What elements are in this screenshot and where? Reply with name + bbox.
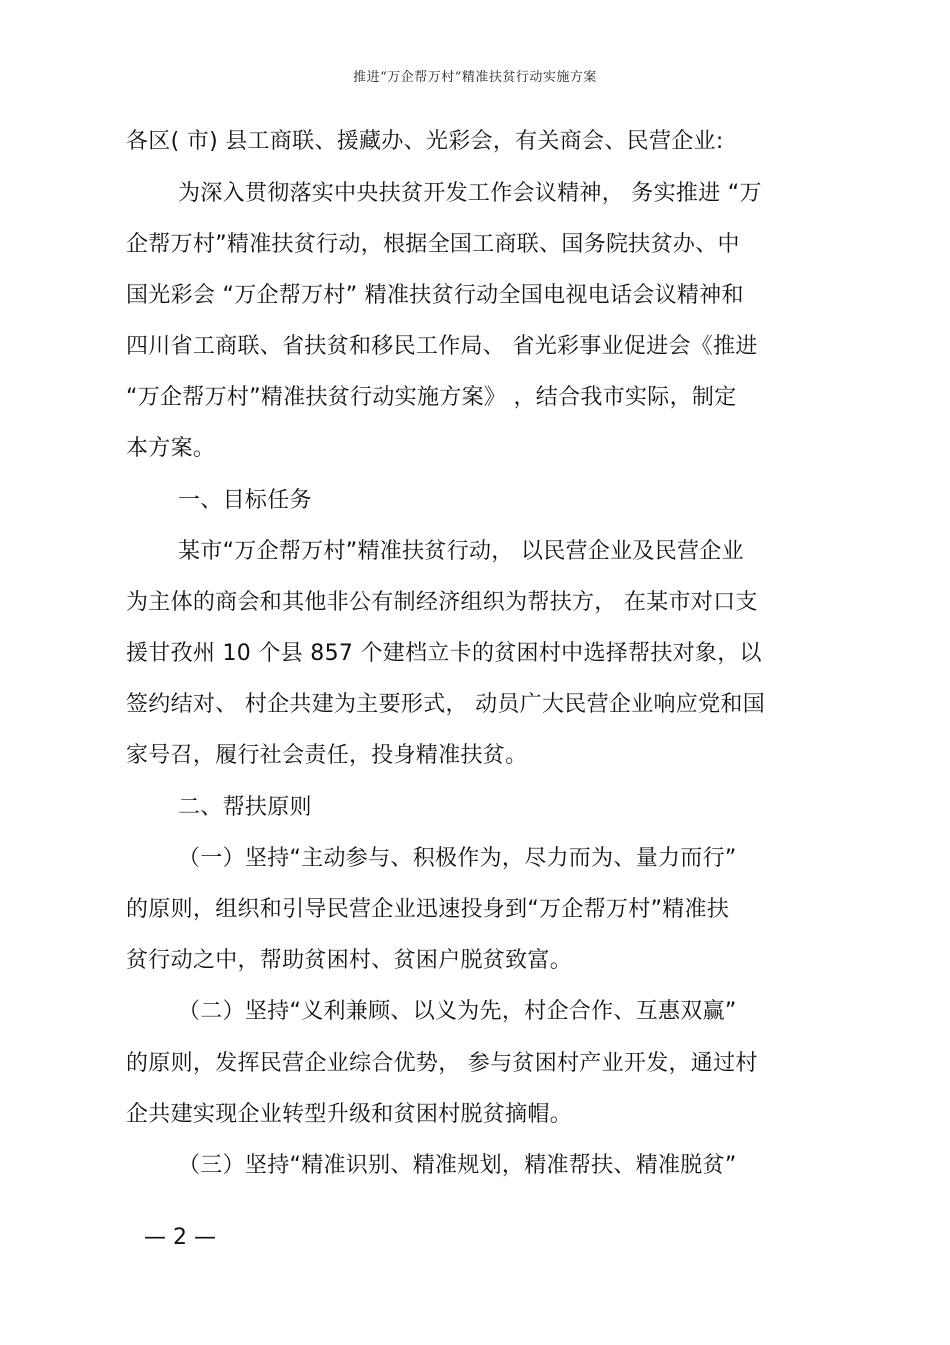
paragraph-line: 为主体的商会和其他非公有制经济组织为帮扶方， 在某市对口支 <box>126 590 758 615</box>
paragraph-line: 某市“万企帮万村”精准扶贫行动， 以民营企业及民营企业 <box>178 539 744 564</box>
paragraph-line: 国光彩会 “万企帮万村” 精准扶贫行动全国电视电话会议精神和 <box>126 283 744 308</box>
paragraph-line: （一）坚持“主动参与、积极作为，尽力而为、量力而行” <box>178 846 737 871</box>
paragraph-line: 本方案。 <box>126 436 216 461</box>
section-heading-principles: 二、帮扶原则 <box>178 795 312 820</box>
paragraph-line: （三）坚持“精准识别、精准规划，精准帮扶、精准脱贫” <box>178 1153 737 1178</box>
paragraph-line: 企帮万村”精准扶贫行动，根据全国工商联、国务院扶贫办、中 <box>126 232 740 257</box>
paragraph-line: “万企帮万村”精准扶贫行动实施方案》 ，结合我市实际，制定 <box>126 385 737 410</box>
paragraph-line: 贫行动之中，帮助贫困村、贫困户脱贫致富。 <box>126 948 573 973</box>
paragraph-line: 签约结对、 村企共建为主要形式， 动员广大民营企业响应党和国 <box>126 692 765 717</box>
running-header: 推进“万企帮万村”精准扶贫行动实施方案 <box>353 70 597 85</box>
salutation-line: 各区( 市) 县工商联、援藏办、光彩会，有关商会、民营企业: <box>126 129 724 154</box>
page-number: — 2 — <box>144 1225 216 1250</box>
paragraph-line: 四川省工商联、省扶贫和移民工作局、 省光彩事业促进会《推进 <box>126 334 758 359</box>
paragraph-line: 的原则，发挥民营企业综合优势， 参与贫困村产业开发，通过村 <box>126 1051 758 1076</box>
paragraph-line: 援甘孜州 10 个县 857 个建档立卡的贫困村中选择帮扶对象，以 <box>126 641 762 666</box>
paragraph-line: 的原则，组织和引导民营企业迅速投身到“万企帮万村”精准扶 <box>126 897 730 922</box>
paragraph-line: （二）坚持“义利兼顾、以义为先，村企合作、互惠双赢” <box>178 999 737 1024</box>
section-heading-goals: 一、目标任务 <box>178 488 312 513</box>
paragraph-line: 为深入贯彻落实中央扶贫开发工作会议精神， 务实推进 “万 <box>178 181 762 206</box>
paragraph-line: 家号召，履行社会责任，投身精准扶贫。 <box>126 743 528 768</box>
paragraph-line: 企共建实现企业转型升级和贫困村脱贫摘帽。 <box>126 1102 573 1127</box>
